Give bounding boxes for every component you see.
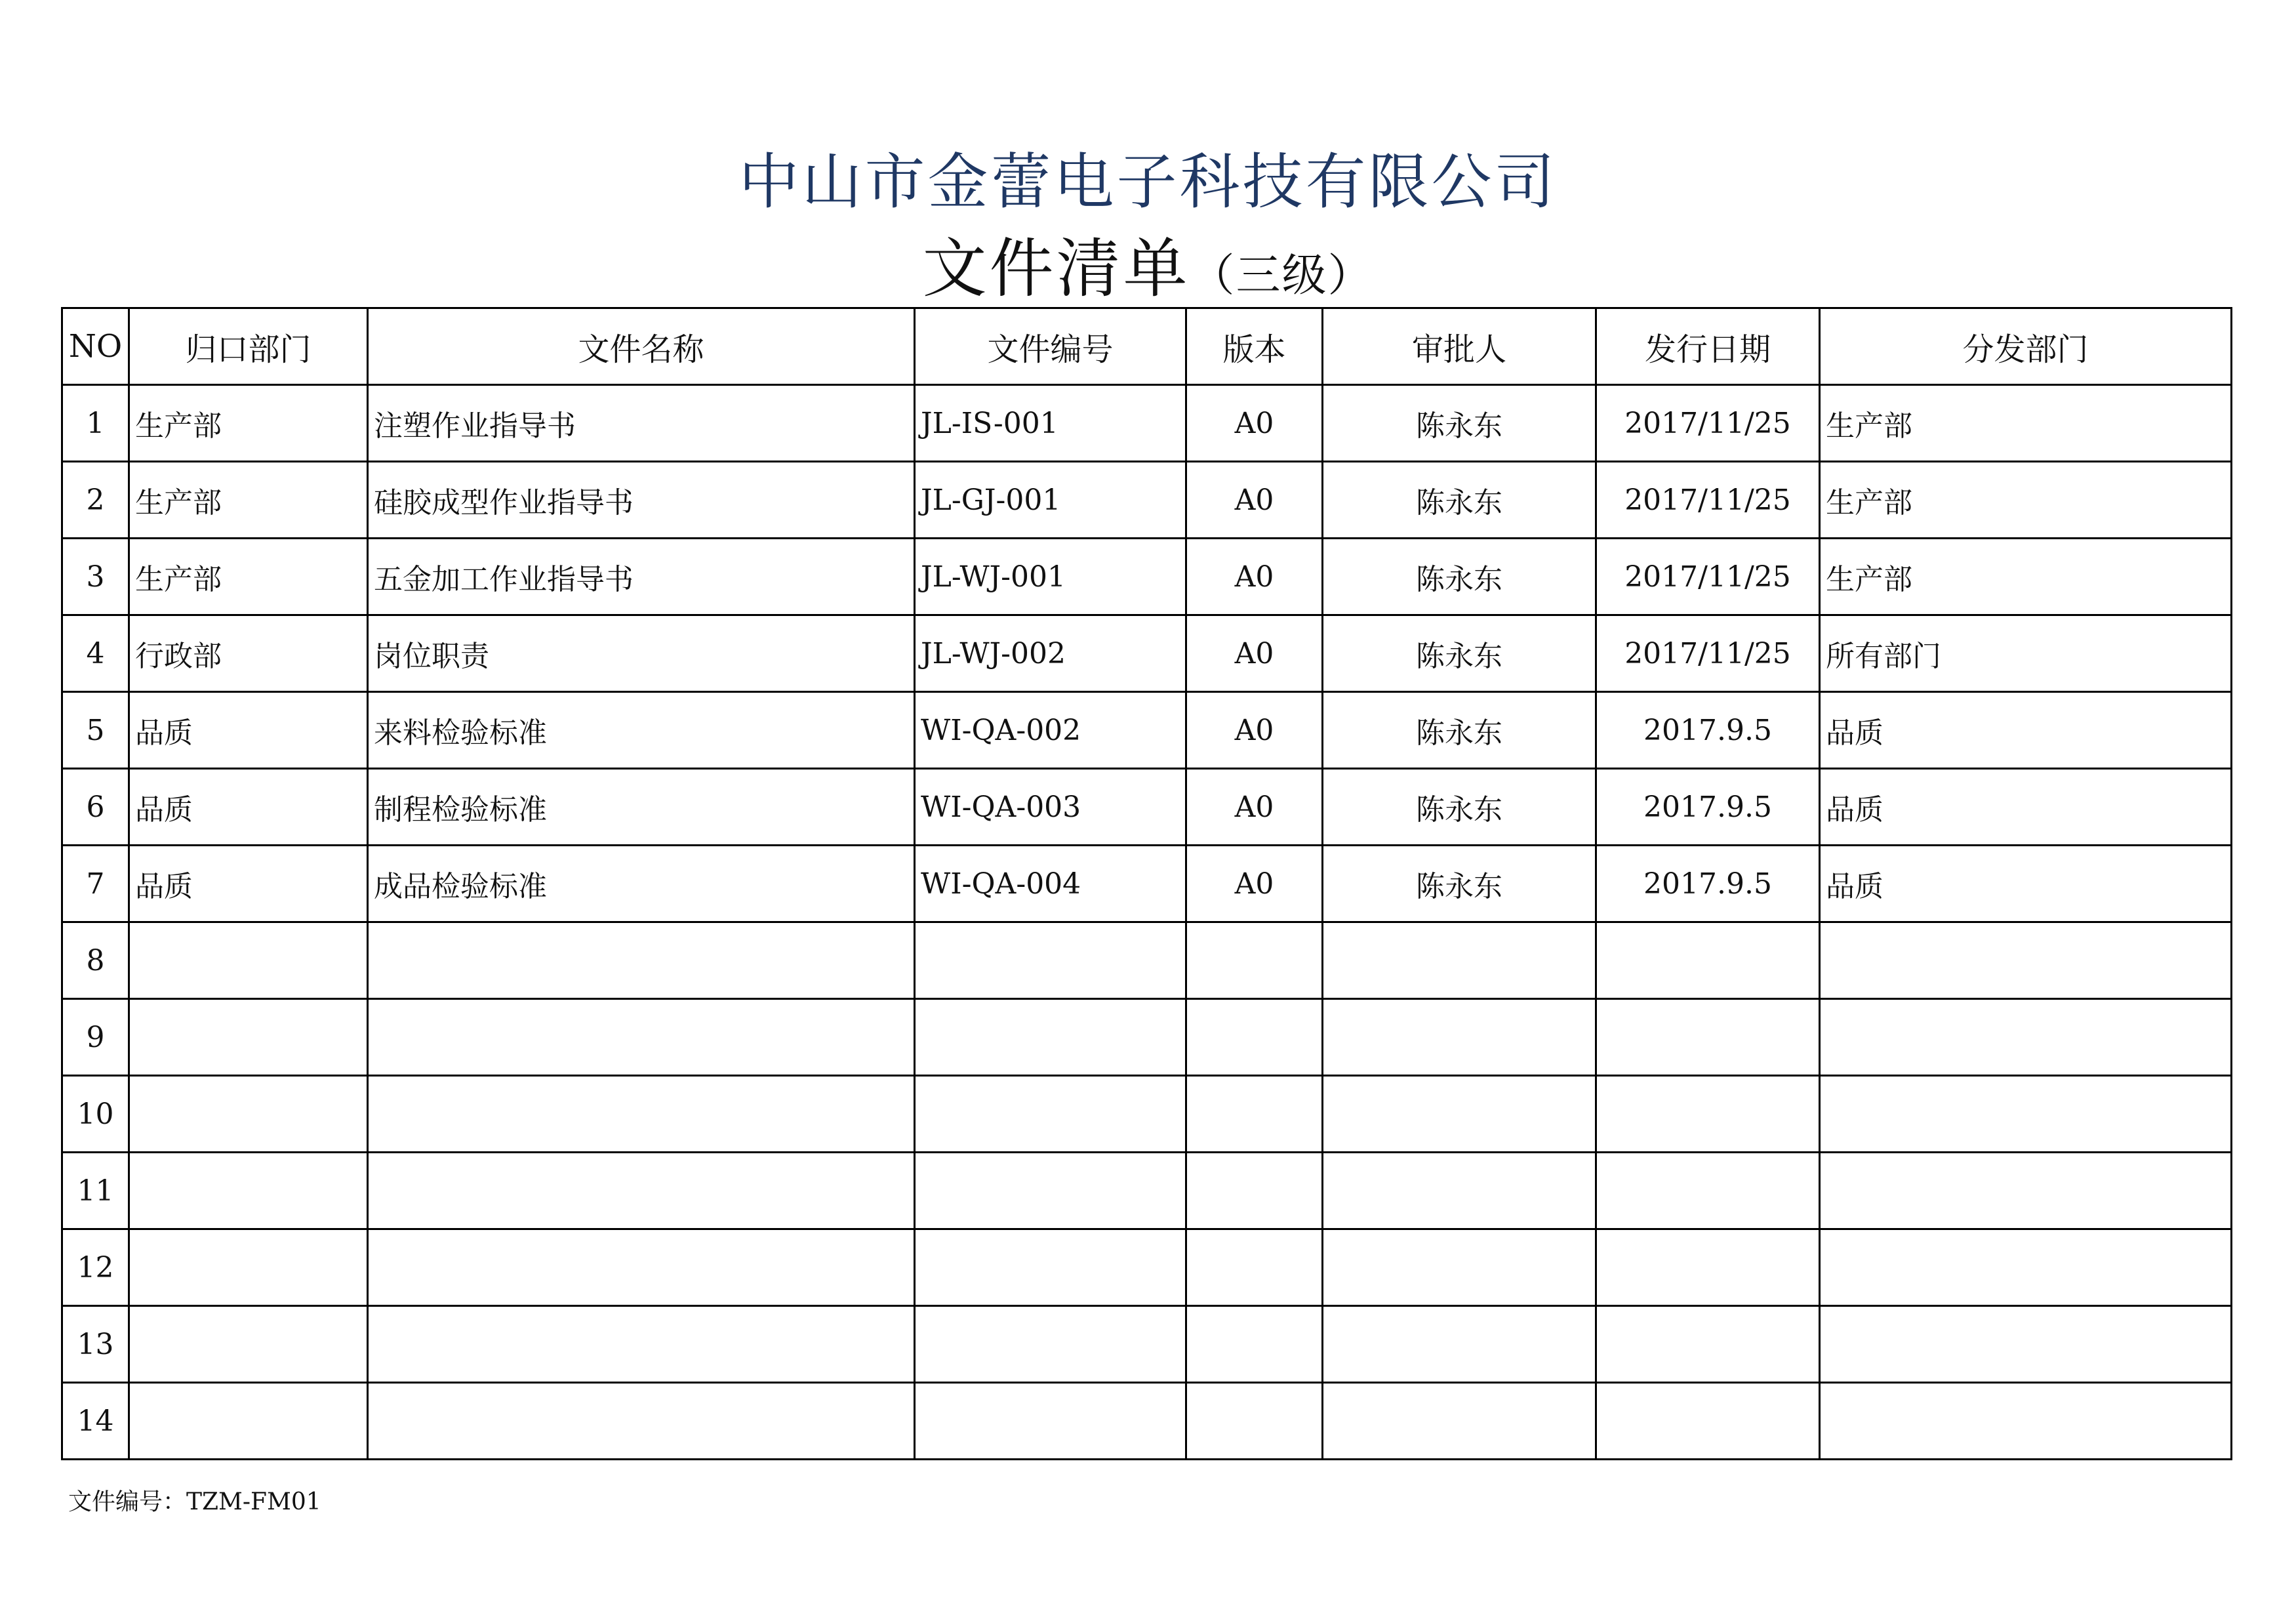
table-row bbox=[62, 1306, 2232, 1383]
cell-version bbox=[1186, 1229, 1323, 1306]
header-issue-date: 发行日期 bbox=[1596, 308, 1820, 385]
cell-version bbox=[1186, 1383, 1323, 1460]
cell-department bbox=[129, 922, 368, 999]
cell-file-code bbox=[915, 1229, 1186, 1306]
cell-issue-date bbox=[1596, 1306, 1820, 1383]
cell-version: A0 bbox=[1186, 846, 1323, 922]
cell-distribution bbox=[1820, 999, 2232, 1076]
footer-document-code: 文件编号：TZM-FM01 bbox=[68, 1488, 321, 1515]
cell-version bbox=[1186, 999, 1323, 1076]
cell-approver bbox=[1323, 1306, 1596, 1383]
cell-department: 生产部 bbox=[129, 539, 368, 615]
cell-no: 11 bbox=[62, 1153, 129, 1229]
company-title: 中山市金蕾电子科技有限公司 bbox=[738, 147, 1558, 217]
cell-no: 3 bbox=[62, 539, 129, 615]
table-row bbox=[62, 1229, 2232, 1306]
cell-version: A0 bbox=[1186, 769, 1323, 846]
cell-issue-date: 2017/11/25 bbox=[1596, 385, 1820, 462]
cell-file-name bbox=[368, 922, 915, 999]
cell-no: 6 bbox=[62, 769, 129, 846]
table-row bbox=[62, 462, 2232, 539]
cell-department bbox=[129, 1153, 368, 1229]
cell-file-name: 成品检验标准 bbox=[368, 846, 915, 922]
cell-file-name: 来料检验标准 bbox=[368, 692, 915, 769]
cell-department: 生产部 bbox=[129, 385, 368, 462]
table-row bbox=[62, 1076, 2232, 1153]
cell-file-code: WI-QA-003 bbox=[915, 769, 1186, 846]
cell-approver bbox=[1323, 922, 1596, 999]
cell-file-name: 注塑作业指导书 bbox=[368, 385, 915, 462]
cell-file-code: JL-IS-001 bbox=[915, 385, 1186, 462]
cell-issue-date bbox=[1596, 1383, 1820, 1460]
table-header-row bbox=[62, 308, 2232, 385]
cell-version: A0 bbox=[1186, 615, 1323, 692]
cell-file-name bbox=[368, 1153, 915, 1229]
table-row bbox=[62, 846, 2232, 922]
cell-file-code: WI-QA-004 bbox=[915, 846, 1186, 922]
cell-file-name: 制程检验标准 bbox=[368, 769, 915, 846]
cell-distribution bbox=[1820, 1306, 2232, 1383]
cell-issue-date bbox=[1596, 922, 1820, 999]
cell-no: 10 bbox=[62, 1076, 129, 1153]
cell-approver: 陈永东 bbox=[1323, 769, 1596, 846]
cell-version: A0 bbox=[1186, 462, 1323, 539]
cell-no: 5 bbox=[62, 692, 129, 769]
table-row bbox=[62, 1153, 2232, 1229]
cell-version: A0 bbox=[1186, 692, 1323, 769]
cell-file-code bbox=[915, 999, 1186, 1076]
cell-file-code: JL-WJ-001 bbox=[915, 539, 1186, 615]
cell-version bbox=[1186, 922, 1323, 999]
cell-department bbox=[129, 1306, 368, 1383]
cell-distribution: 所有部门 bbox=[1820, 615, 2232, 692]
cell-issue-date: 2017.9.5 bbox=[1596, 692, 1820, 769]
cell-approver bbox=[1323, 1076, 1596, 1153]
cell-issue-date: 2017.9.5 bbox=[1596, 846, 1820, 922]
cell-distribution bbox=[1820, 1076, 2232, 1153]
cell-no: 13 bbox=[62, 1306, 129, 1383]
cell-department bbox=[129, 1229, 368, 1306]
cell-file-name bbox=[368, 1076, 915, 1153]
cell-department: 行政部 bbox=[129, 615, 368, 692]
cell-distribution bbox=[1820, 1153, 2232, 1229]
cell-distribution bbox=[1820, 1229, 2232, 1306]
cell-file-code bbox=[915, 922, 1186, 999]
cell-issue-date bbox=[1596, 999, 1820, 1076]
cell-file-code: JL-GJ-001 bbox=[915, 462, 1186, 539]
cell-file-name bbox=[368, 1383, 915, 1460]
table-row bbox=[62, 922, 2232, 999]
cell-distribution: 生产部 bbox=[1820, 462, 2232, 539]
cell-approver bbox=[1323, 1229, 1596, 1306]
cell-issue-date: 2017/11/25 bbox=[1596, 615, 1820, 692]
document-title-main: 文件清单 bbox=[922, 232, 1190, 306]
table-row bbox=[62, 769, 2232, 846]
header-version: 版本 bbox=[1186, 308, 1323, 385]
cell-no: 8 bbox=[62, 922, 129, 999]
header-distribution: 分发部门 bbox=[1820, 308, 2232, 385]
cell-approver bbox=[1323, 1153, 1596, 1229]
table-row bbox=[62, 385, 2232, 462]
cell-issue-date: 2017/11/25 bbox=[1596, 539, 1820, 615]
cell-approver: 陈永东 bbox=[1323, 385, 1596, 462]
cell-distribution: 生产部 bbox=[1820, 385, 2232, 462]
cell-distribution bbox=[1820, 922, 2232, 999]
cell-distribution: 生产部 bbox=[1820, 539, 2232, 615]
cell-approver: 陈永东 bbox=[1323, 539, 1596, 615]
cell-issue-date bbox=[1596, 1229, 1820, 1306]
cell-file-name: 岗位职责 bbox=[368, 615, 915, 692]
cell-department bbox=[129, 999, 368, 1076]
header-approver: 审批人 bbox=[1323, 308, 1596, 385]
cell-approver bbox=[1323, 1383, 1596, 1460]
cell-file-name bbox=[368, 1306, 915, 1383]
cell-no: 4 bbox=[62, 615, 129, 692]
cell-no: 1 bbox=[62, 385, 129, 462]
cell-file-code bbox=[915, 1153, 1186, 1229]
cell-department: 品质 bbox=[129, 769, 368, 846]
cell-approver bbox=[1323, 999, 1596, 1076]
cell-version: A0 bbox=[1186, 539, 1323, 615]
table-row bbox=[62, 539, 2232, 615]
cell-issue-date bbox=[1596, 1153, 1820, 1229]
cell-no: 12 bbox=[62, 1229, 129, 1306]
cell-issue-date: 2017/11/25 bbox=[1596, 462, 1820, 539]
document-title-level: （三级） bbox=[1190, 250, 1374, 302]
header-no: NO bbox=[62, 308, 129, 385]
document-list-table bbox=[61, 307, 2232, 1460]
cell-no: 7 bbox=[62, 846, 129, 922]
cell-file-name bbox=[368, 999, 915, 1076]
table-row bbox=[62, 615, 2232, 692]
cell-file-code bbox=[915, 1076, 1186, 1153]
cell-no: 14 bbox=[62, 1383, 129, 1460]
cell-approver: 陈永东 bbox=[1323, 846, 1596, 922]
table-body bbox=[62, 385, 2232, 1460]
cell-file-code bbox=[915, 1306, 1186, 1383]
cell-issue-date: 2017.9.5 bbox=[1596, 769, 1820, 846]
document-title bbox=[0, 230, 2296, 308]
cell-file-code bbox=[915, 1383, 1186, 1460]
table-row bbox=[62, 1383, 2232, 1460]
cell-no: 9 bbox=[62, 999, 129, 1076]
cell-file-name bbox=[368, 1229, 915, 1306]
header-file-code: 文件编号 bbox=[915, 308, 1186, 385]
cell-file-code: JL-WJ-002 bbox=[915, 615, 1186, 692]
header-department: 归口部门 bbox=[129, 308, 368, 385]
cell-file-name: 五金加工作业指导书 bbox=[368, 539, 915, 615]
cell-distribution: 品质 bbox=[1820, 846, 2232, 922]
cell-department bbox=[129, 1076, 368, 1153]
cell-department: 生产部 bbox=[129, 462, 368, 539]
cell-version bbox=[1186, 1076, 1323, 1153]
cell-approver: 陈永东 bbox=[1323, 615, 1596, 692]
cell-version: A0 bbox=[1186, 385, 1323, 462]
cell-version bbox=[1186, 1306, 1323, 1383]
cell-department: 品质 bbox=[129, 692, 368, 769]
cell-file-code: WI-QA-002 bbox=[915, 692, 1186, 769]
cell-issue-date bbox=[1596, 1076, 1820, 1153]
table-row bbox=[62, 999, 2232, 1076]
cell-file-name: 硅胶成型作业指导书 bbox=[368, 462, 915, 539]
table-row bbox=[62, 692, 2232, 769]
cell-department bbox=[129, 1383, 368, 1460]
header-file-name: 文件名称 bbox=[368, 308, 915, 385]
cell-distribution bbox=[1820, 1383, 2232, 1460]
cell-approver: 陈永东 bbox=[1323, 462, 1596, 539]
cell-version bbox=[1186, 1153, 1323, 1229]
cell-no: 2 bbox=[62, 462, 129, 539]
cell-approver: 陈永东 bbox=[1323, 692, 1596, 769]
cell-department: 品质 bbox=[129, 846, 368, 922]
cell-distribution: 品质 bbox=[1820, 692, 2232, 769]
cell-distribution: 品质 bbox=[1820, 769, 2232, 846]
